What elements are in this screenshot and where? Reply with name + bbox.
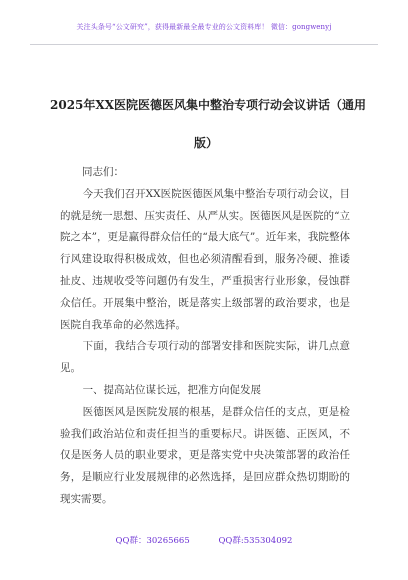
document-title-line1: 2025年XX医院医德医风集中整治专项行动会议讲话（通用 <box>50 98 367 112</box>
paragraph-intro: 今天我们召开XX医院医德医风集中整治专项行动会议，目的就是统一思想、压实责任、从严从实。医德医风是医院的“立院之本”，更是赢得群众信任的“最大底气”。近年来，我院整体行风建设取得积极成效，但也必须清醒看到，服务冷硬、推诿扯皮、违规收受等问题仍有发生，严重损害行业形象，侵蚀群众信任。开展集中整治，既是落实上级部署的政治要求，也是医院自我革命的必然选择。 <box>60 187 350 331</box>
header-divider <box>30 44 378 45</box>
document-title-line2: 版） <box>193 136 218 150</box>
footer-contacts <box>0 534 408 546</box>
paragraph-section-1: 医德医风是医院发展的根基，是群众信任的支点，更是检验我们政治站位和责任担当的重要标尺。讲医德、正医风，不仅是医务人员的职业要求，更是落实党中央决策部署的政治任务，是顺应行业发展规律的必然选择，是回应群众热切期盼的现实需要。 <box>60 405 350 505</box>
paragraph-transition: 下面，我结合专项行动的部署安排和医院实际，讲几点意见。 <box>60 340 350 375</box>
document-body <box>60 162 350 511</box>
footer-qq-group-1: QQ群：30265665 <box>115 536 190 546</box>
salutation: 同志们： <box>82 166 124 178</box>
footer-qq-group-2: QQ群:535304092 <box>218 536 293 546</box>
header-notice: 关注头条号“公文研究”，获得最新最全最专业的公文资料库！ 微信：gongwenyj <box>76 23 332 31</box>
section-heading-1: 一、提高站位谋长远，把准方向促发展 <box>82 383 262 396</box>
document-title <box>50 92 367 157</box>
